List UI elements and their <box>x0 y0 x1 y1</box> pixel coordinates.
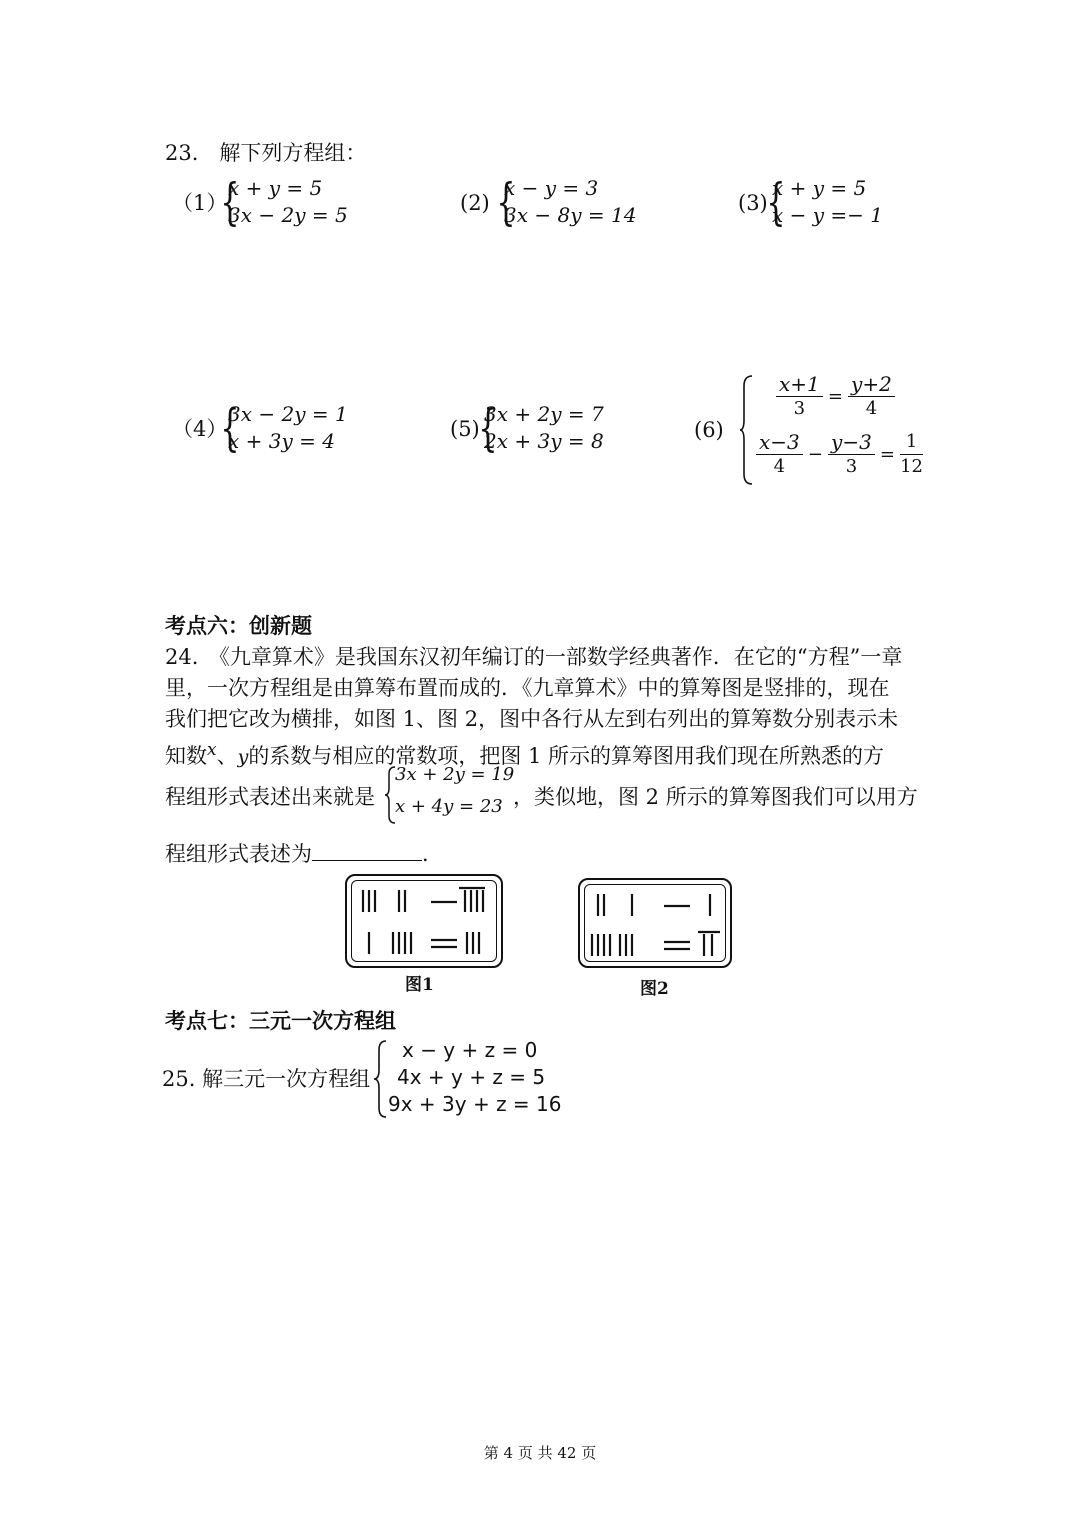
fraction-denominator: 3 <box>845 456 858 477</box>
variable-x: x <box>207 740 217 760</box>
q23-part2 <box>460 173 660 236</box>
counting-rods-icon <box>347 876 501 966</box>
fraction-numerator: x−3 <box>756 430 803 455</box>
figure-2-caption: 图2 <box>640 979 669 999</box>
q23-part5-eq2: 2x + 3y = 8 <box>484 429 604 453</box>
q23-part1-label: （1） <box>172 191 228 215</box>
q23-title: 23. 解下列方程组： <box>165 141 367 165</box>
q25-eq1: x − y + z = 0 <box>402 1038 538 1062</box>
left-brace-icon <box>740 374 754 486</box>
q23-part4-eq1: 3x − 2y = 1 <box>228 402 348 426</box>
fraction-denominator: 12 <box>900 456 924 477</box>
fraction-denominator: 4 <box>865 398 878 419</box>
variable-y: y <box>237 746 249 768</box>
fraction-numerator: 1 <box>900 430 923 455</box>
q23-part4-eq2: x + 3y = 4 <box>228 429 335 453</box>
page-footer: 第 4 页 共 42 页 <box>483 1444 597 1462</box>
q24-line6 <box>165 838 443 869</box>
q23-part2-eq1: x − y = 3 <box>504 176 599 200</box>
left-brace-icon: { <box>220 173 240 231</box>
q23-part2-label: (2) <box>460 191 490 215</box>
q24-line5-start: 程组形式表述出来就是 <box>165 785 375 809</box>
left-brace-icon: { <box>220 399 240 457</box>
fraction-numerator: y−3 <box>828 430 875 455</box>
left-brace-icon: { <box>496 173 516 231</box>
counting-rods-icon <box>580 880 730 966</box>
q23-part6 <box>694 370 924 490</box>
answer-blank[interactable] <box>312 838 422 861</box>
q24-line4-end: 的系数与相应的常数项，把图 1 所示的算筹图用我们现在所熟悉的方 <box>248 744 885 768</box>
q25 <box>162 1036 582 1120</box>
q24-text <box>165 642 925 773</box>
left-brace-icon: { <box>766 173 786 231</box>
q25-eq2: 4x + y + z = 5 <box>397 1065 546 1089</box>
q25-eq3: 9x + 3y + z = 16 <box>388 1092 562 1116</box>
fraction-numerator: x+1 <box>776 372 823 397</box>
section-heading-6: 考点六：创新题 <box>165 613 312 638</box>
left-brace-icon: { <box>478 399 498 457</box>
q23-part5-eq1: 3x + 2y = 7 <box>484 402 604 426</box>
q23-part6-eq1: $\frac{x+1}{3}$ = $\frac{y+2}{4}$ <box>776 372 895 421</box>
q24-line6-text: 程组形式表述为 <box>165 842 312 866</box>
separator: 、 <box>216 744 238 768</box>
q23-part2-eq2: 3x − 8y = 14 <box>504 203 637 227</box>
fraction-denominator: 4 <box>773 456 786 477</box>
fraction-denominator: 3 <box>793 398 806 419</box>
figure-1-counting-rods <box>345 874 503 968</box>
q24-line6-end: ． <box>422 842 443 866</box>
q23-part6-eq2: $\frac{x-3}{4}$ − $\frac{y-3}{3}$ = $\frac{1}{12}$ <box>756 430 923 479</box>
q24-line3: 我们把它改为横排，如图 1、图 2，图中各行从左到右列出的算筹数分别表示未 <box>165 707 899 731</box>
q24-system-eq1: 3x + 2y = 19 <box>395 764 515 785</box>
q24-system-eq2: x + 4y = 23 <box>395 796 503 817</box>
q23-part1-eq1: x + y = 5 <box>228 176 323 200</box>
left-brace-icon <box>374 1040 388 1118</box>
fraction-numerator: y+2 <box>848 372 895 397</box>
q23-part5 <box>450 399 650 462</box>
q24-line2: 里，一次方程组是由算筹布置而成的．《九章算术》中的算筹图是竖排的，现在 <box>165 676 890 700</box>
q23-part5-label: (5) <box>450 417 480 441</box>
figure-2-counting-rods <box>578 878 732 968</box>
q23-part6-label: (6) <box>694 418 724 442</box>
section-heading-7: 考点七：三元一次方程组 <box>165 1008 396 1033</box>
q23-part3-eq2: x − y =− 1 <box>772 203 884 227</box>
q23-part4 <box>172 399 372 462</box>
q23-part3 <box>738 173 918 236</box>
q24-line5 <box>165 762 925 828</box>
q23-part3-label: (3) <box>738 191 768 215</box>
q24-line1: 24. 《九章算术》是我国东汉初年编订的一部数学经典著作．在它的“方程”一章 <box>165 645 903 669</box>
q24-line5-end: ，类似地，图 2 所示的算筹图我们可以用方 <box>513 785 918 809</box>
q24-line4-start: 知数 <box>165 744 207 768</box>
q23-part1-eq2: 3x − 2y = 5 <box>228 203 348 227</box>
q23-part4-label: （4） <box>172 417 228 441</box>
q23-part1 <box>172 173 372 236</box>
figure-1-caption: 图1 <box>405 975 434 995</box>
q25-prefix: 25. 解三元一次方程组 <box>162 1067 371 1091</box>
q23-part3-eq1: x + y = 5 <box>772 176 867 200</box>
